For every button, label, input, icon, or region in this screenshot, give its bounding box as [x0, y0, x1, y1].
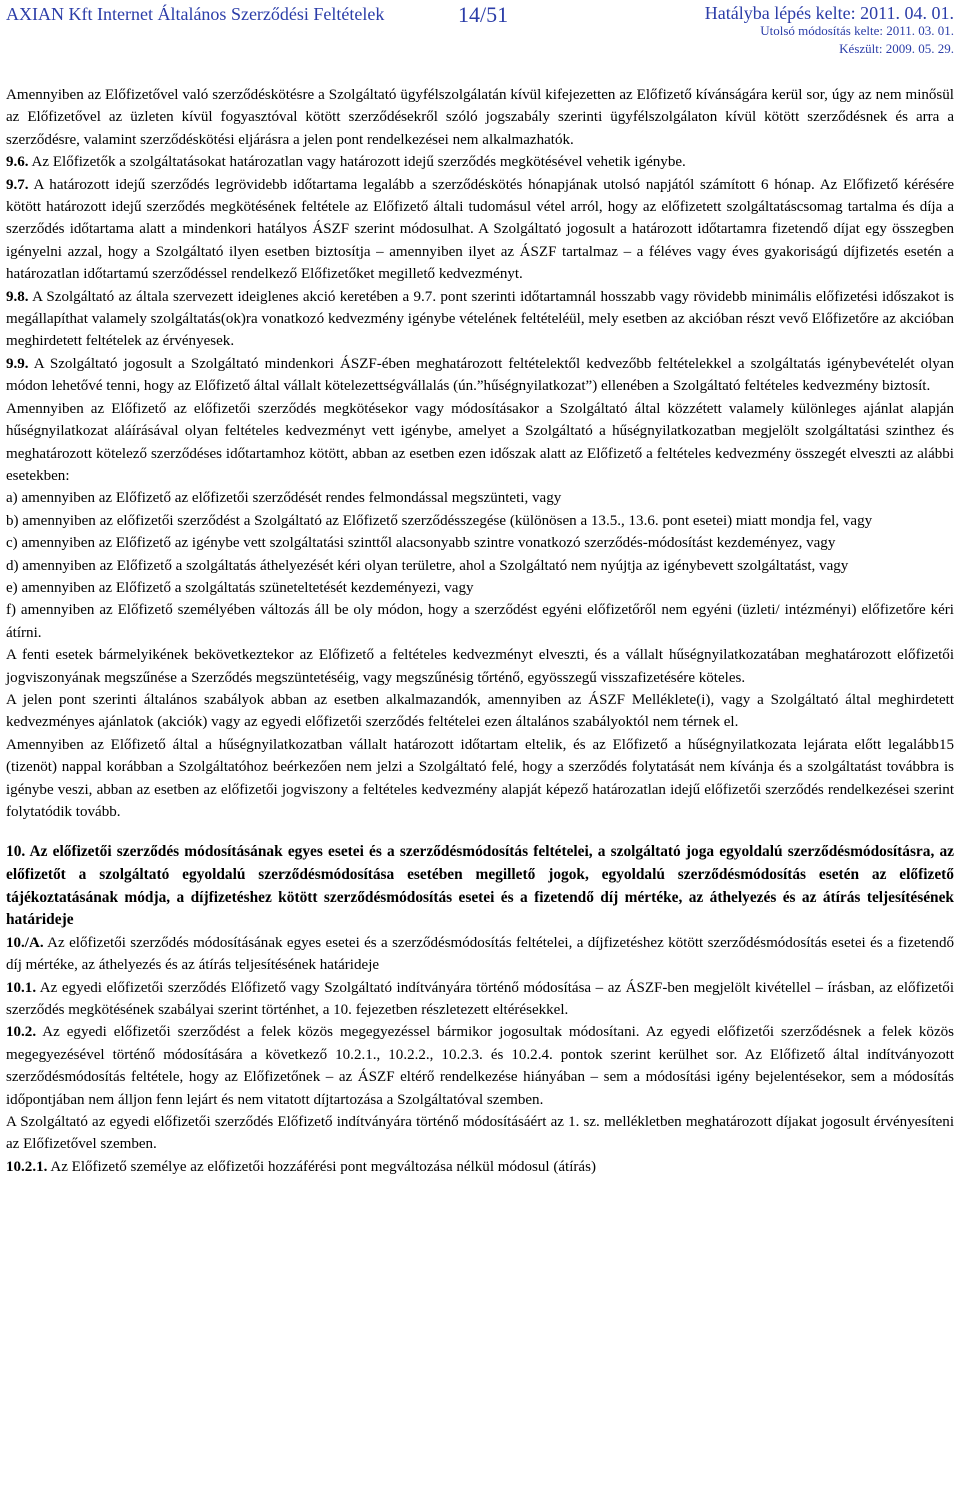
paragraph-10-2	[6, 1021, 954, 1111]
paragraph: Amennyiben az Előfizető által a hűségnyilatkozatban vállalt határozott időtartam eltelik, és az Előfizető a hűségnyilatkozata lejárata előtt legalább15 (tizenöt) nappal korábban a Szolgáltatóhoz beérkezően nem jelzi a Szolgáltató felé, hogy a szerződés folytatását nem kívánja és a szolgáltatást továbbra is igénybe veszi, abban az esetben az előfizetői jogviszony a feltételes kedvezmény alapját képező határozatlan idejű előfizetői szerződés rendelkezései szerint folytatódik tovább.	[6, 736, 954, 820]
paragraph-text: Az Előfizető személye az előfizetői hozzáférési pont megváltozása nélkül módosul (átírás)	[50, 1158, 596, 1175]
list-item-e: e) amennyiben az Előfizető a szolgáltatás szüneteltetését kezdeményezi, vagy	[6, 579, 474, 596]
paragraph-text: Az előfizetői szerződés módosításának egyes esetei és a szerződésmódosítás feltételei, a díjfizetéshez kötött szerződésmódosítás esetei és a fizetendő díj mértéke, az áthelyezés és az átírás teljesítésének határideje	[6, 934, 954, 974]
section-number: 9.6.	[6, 154, 29, 171]
paragraph-text: Az egyedi előfizetői szerződést a felek közös megegyezéssel bármikor jogosultak módosítani. Az egyedi előfizetői szerződésnek a felek közös megegyezésével történő módosítására a következő 10.2.1., 10.2.2., 10.2.3. és 10.2.4. pontok szerint kerülhet sor. Az Előfizető által indítványozott szerződésmódosítás feltétele, hogy az Előfizetőnek – az ÁSZF eltérő rendelkezése hiányában – sem a módosítási igény bejelentésekor, sem a módosítás időpontjában nem álljon fenn lejárt és nem vitatott díjtartozása a Szolgáltatóval szemben.	[6, 1024, 954, 1108]
paragraph: Amennyiben az Előfizető az előfizetői szerződés megkötésekor vagy módosításakor a Szolgáltató által közzétett valamely különleges ajánlat alapján hűségnyilatkozat aláírásával olyan feltételes kedvezményt vett igénybe, amelyet a Szolgáltató a hűségnyilatkozatban megjelölt szolgáltatási szinthez és meghatározott kötelező szerződéses időtartamhoz kötött, abban az esetben ezen időszak alatt az Előfizető a feltételes kedvezmény összegét elveszti az alábbi esetekben:	[6, 400, 954, 484]
page-header	[6, 0, 954, 80]
paragraph-9-7	[6, 174, 954, 286]
paragraph-9-8	[6, 286, 954, 353]
section-number: 10.1.	[6, 979, 37, 996]
paragraph-9-9	[6, 353, 954, 398]
paragraph-text: Az Előfizetők a szolgáltatásokat határozatlan vagy határozott idejű szerződés megkötésével vehetik igénybe.	[31, 154, 686, 171]
list-item-a: a) amennyiben az Előfizető az előfizetői szerződését rendes felmondással megszünteti, vagy	[6, 490, 562, 507]
section-number: 9.7.	[6, 176, 29, 193]
section-number: 9.9.	[6, 355, 29, 372]
paragraph: A fenti esetek bármelyikének bekövetkeztekor az Előfizető a feltételes kedvezményt elveszti, és a vállalt hűségnyilatkozatában meghatározott előfizetői jogviszonyának megszűnése a Szerződés megszüntetéséig, vagy megszűnésig tőrténő, egyösszegű visszafizetésére köteles.	[6, 647, 954, 686]
list-item-c: c) amennyiben az Előfizető az igénybe vett szolgáltatási szinttől alacsonyabb szintre vonatkozó szerződés-módosítást kezdeményez, vagy	[6, 535, 836, 552]
paragraph: A jelen pont szerinti általános szabályok abban az esetben alkalmazandók, amennyiben az ÁSZF Melléklete(i), vagy a Szolgáltató által meghirdetett kedvezményes ajánlatok (akciók) vagy az egyedi előfizetői szerződés feltételei ezen általános szabályoktól nem térnek el.	[6, 691, 954, 731]
spacer	[6, 823, 954, 841]
paragraph: A Szolgáltató az egyedi előfizetői szerződés Előfizető indítványára történő módosításáért az 1. sz. mellékletben meghatározott díjakat jogosult érvényesíteni az Előfizetővel szemben.	[6, 1114, 954, 1153]
section-number: 9.8.	[6, 288, 29, 305]
list-item-f: f) amennyiben az Előfizető személyében változás áll be oly módon, hogy a szerződést egyéni előfizetőről nem egyéni (üzleti/ intézményi) előfizetőre kéri átírni.	[6, 602, 954, 641]
section-number: 10.2.	[6, 1024, 37, 1041]
paragraph-text: A Szolgáltató jogosult a Szolgáltató mindenkori ÁSZF-ében meghatározott feltételektől kedvezőbb feltételekkel a szolgáltatás igénybevételét olyan módon lehetővé tenni, hogy az Előfizető által vállalt kötelezettségvállalás (ún.”hűségnyilatkozat”) ellenében a Szolgáltató feltételes kedvezmény biztosít.	[6, 355, 955, 395]
section-10-heading: 10. Az előfizetői szerződés módosításának egyes esetei és a szerződésmódosítás feltételei, a szolgáltató joga egyoldalú szerződésmódosításra, az előfizetőt a szolgáltató egyoldalú szerződésmódosítása esetében megillető jogok, egyoldalú szerződésmódosítás esetén az előfizető tájékoztatásának módja, a díjfizetéshez kötött szerződésmódosítás esetei és a fizetendő díj mértéke, az áthelyezés és az átírás teljesítésének határideje	[6, 843, 954, 929]
paragraph-10-2-1	[6, 1156, 954, 1178]
page-number: 14/51	[458, 2, 509, 27]
created-date: Készült: 2009. 05. 29.	[839, 41, 954, 56]
paragraph-text: A határozott idejű szerződés legrövidebb időtartama legalább a szerződéskötés hónapjának utolsó napjától számított 6 hónap. Az Előfizető kérésére kötött határozott idejű szerződés megkötésének feltétele az Előfizető általi tudomásul vétel arról, hogy az előfizetett szolgáltatáscsomag tartalma és díja a szerződés időtartama alatt a mindenkori hatályos ÁSZF szerint módosulhat. A Szolgáltató jogosult a határozott időtartamra fizetendő díjat egy összegben igényelni azzal, hogy a Szolgáltató ilyen esetben biztosítja – amennyiben ilyet az ÁSZF tartalmaz – a féléves vagy éves gyakoriságú díjfizetés esetén a határozatlan időtartamú szerződéssel rendelkező Előfizetőket megillető kedvezményt.	[6, 176, 955, 283]
document-body	[6, 84, 954, 1178]
list-item-d: d) amennyiben az Előfizető a szolgáltatás áthelyezését kéri olyan területre, ahol a Szolgáltató nem nyújtja az igénybevett szolgáltatást, vagy	[6, 557, 849, 574]
paragraph: Amennyiben az Előfizetővel való szerződéskötésre a Szolgáltató ügyfélszolgálatán kívül kifejezetten az Előfizető kívánságára kerül sor, úgy az nem minősül az Előfizetővel az üzleten kívül fogyasztóval kötött szerződésekről szóló jogszabály szerinti ügyfélszolgálaton kívül kötött szerződésnek és arra a szerződésre, valamint szerződéskötési eljárásra a jelen pont rendelkezései nem alkalmazhatók.	[6, 87, 954, 148]
section-number: 10./A.	[6, 934, 44, 951]
paragraph-10-1	[6, 977, 954, 1022]
paragraph-10-a	[6, 932, 954, 977]
list-item-b: b) amennyiben az előfizetői szerződést a Szolgáltató az Előfizető szerződésszegése (különösen a 13.5., 13.6. pont esetei) miatt mondja fel, vagy	[6, 512, 873, 529]
section-number: 10.2.1.	[6, 1158, 48, 1175]
paragraph-text: A Szolgáltató az általa szervezett ideiglenes akció keretében a 9.7. pont szerinti időtartamnál hosszabb vagy rövidebb minimális előfizetési időszakot is megállapíthat valamely szolgáltatás(ok)ra vonatkozó kedvezmény igénybe vételének feltételéül, mely esetben az akcióban részt vevő Előfizetőre az akcióban meghirdetett feltételek az érvényesek.	[6, 288, 954, 350]
date-block	[705, 4, 954, 58]
paragraph-text: Az egyedi előfizetői szerződés Előfizető vagy Szolgáltató indítványára történő módosítása – az ÁSZF-ben megjelölt kivétellel – írásban, az előfizetői szerződés megkötésének szabályai szerint történhet, a 10. fejezetben részletezett eltérésekkel.	[6, 979, 954, 1018]
modified-date: Utolsó módosítás kelte: 2011. 03. 01.	[760, 23, 954, 38]
effective-date: Hatályba lépés kelte: 2011. 04. 01.	[704, 3, 954, 23]
paragraph-9-6	[6, 151, 954, 173]
document-title: AXIAN Kft Internet Általános Szerződési Feltételek	[6, 4, 385, 24]
